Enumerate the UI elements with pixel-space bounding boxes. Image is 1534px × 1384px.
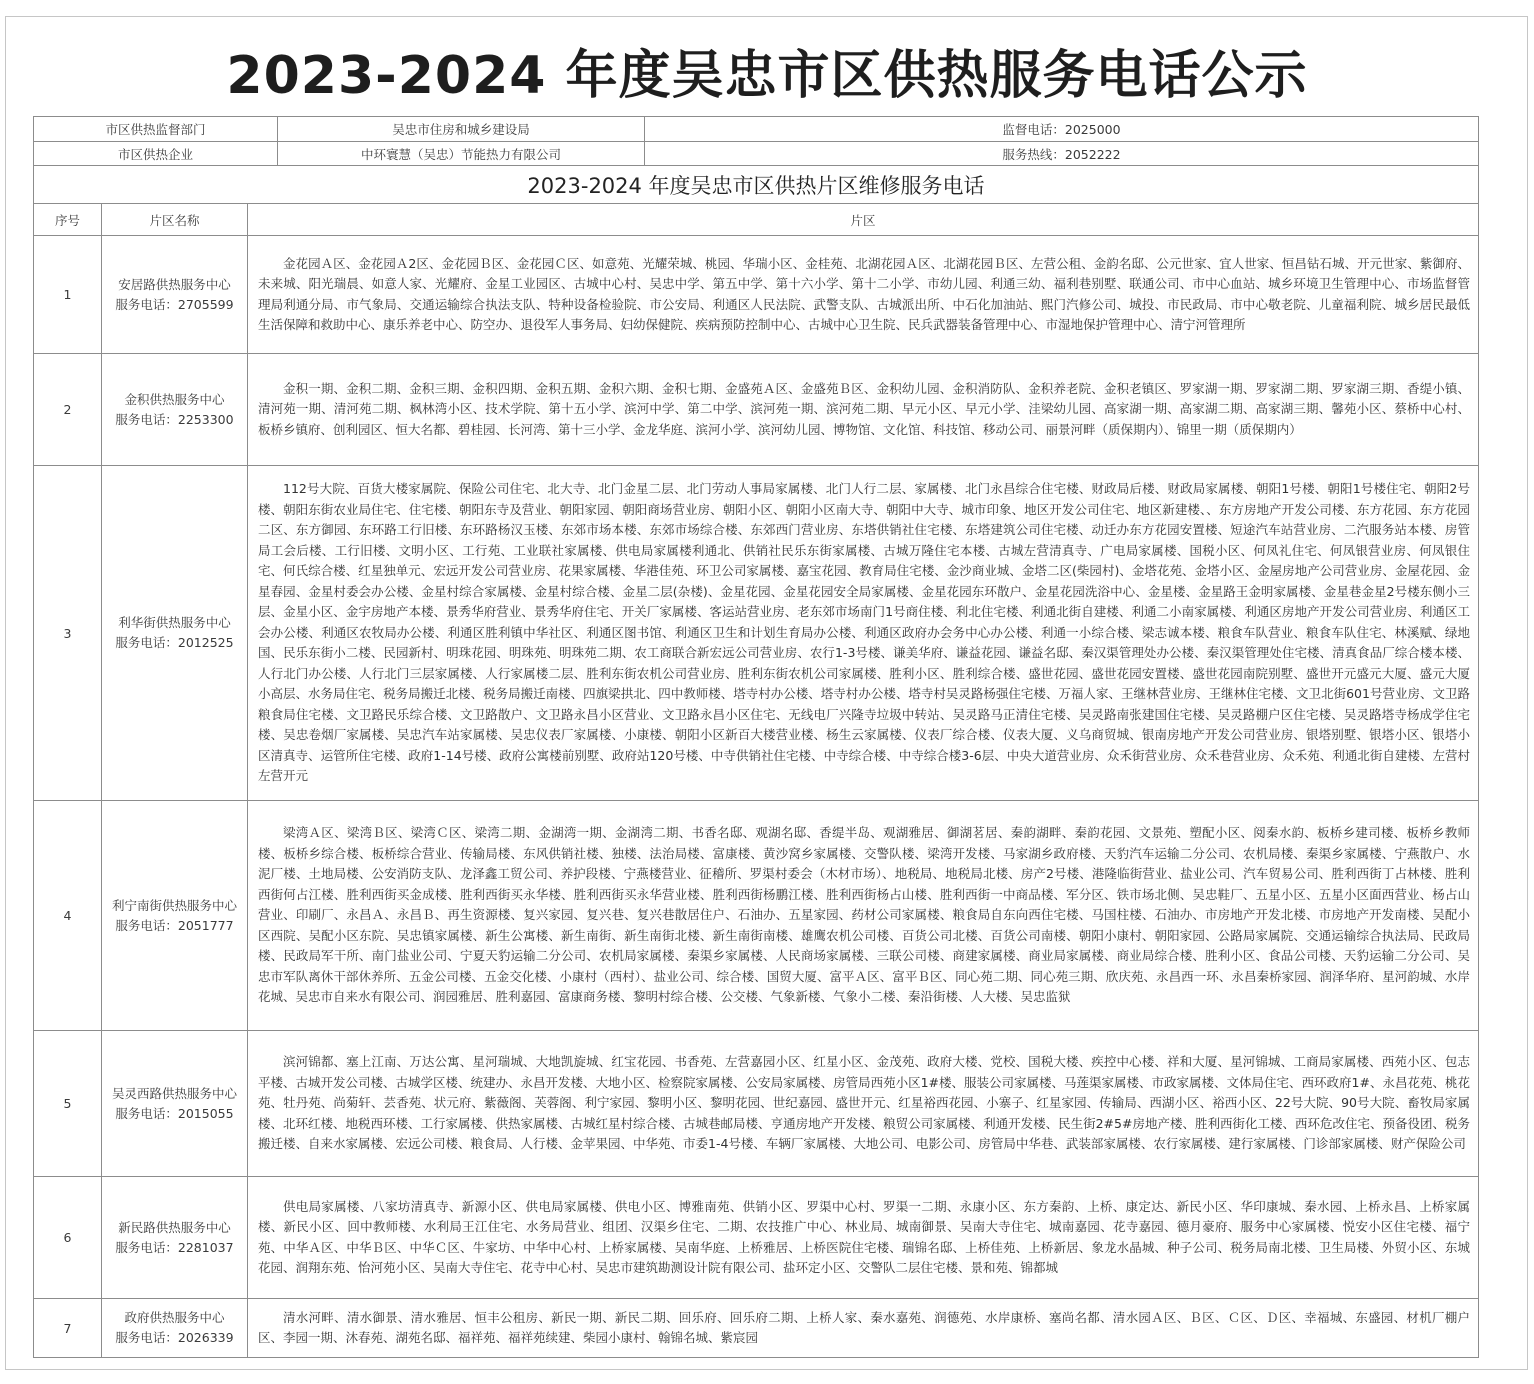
supervisor-name: 吴忠市住房和城乡建设局 — [278, 117, 645, 142]
row-4-center-name: 利宁南街供热服务中心 — [111, 897, 237, 913]
row-6-no: 6 — [34, 1177, 102, 1299]
header-area: 片区 — [248, 204, 1479, 236]
row-6-center-name: 新民路供热服务中心 — [118, 1219, 231, 1235]
row-3-center-name: 利华街供热服务中心 — [118, 615, 231, 630]
row-3-center — [102, 466, 248, 801]
supervisor-phone: 监督电话：2025000 — [645, 117, 1479, 142]
row-7-center — [102, 1299, 248, 1358]
notice-table — [33, 116, 1479, 1358]
row-3-no: 3 — [34, 466, 102, 801]
row-1-area-cell — [248, 236, 1479, 354]
row-7-area-cell — [248, 1299, 1479, 1358]
row-5-center-phone: 服务电话：2015055 — [115, 1105, 234, 1121]
row-7-no: 7 — [34, 1299, 102, 1358]
header-no: 序号 — [34, 204, 102, 236]
row-4-center-phone: 服务电话：2051777 — [115, 917, 234, 933]
row-7-center-phone: 服务电话：2026339 — [115, 1330, 234, 1345]
page-title: 2023-2024 年度吴忠市区供热服务电话公示 — [226, 46, 1308, 106]
row-6-areas: 供电局家属楼、八家坊清真寺、新源小区、供电局家属楼、供电小区、博雅南苑、供销小区、罗渠中心村、罗渠一二期、永康小区、东方秦韵、上桥、康定达、新民小区、华印康城、秦水园、上桥永昌、上桥家属楼、新民小区、回中教师楼、水利局王江住宅、水务局营业、组团、汉渠乡住宅、二期、农技推广中心、林业局、城南御景、吴南大寺住宅、城南嘉园、花寺嘉园、德月豪府、服务中心家属楼、悦安小区住宅楼、福宁苑、中华Ａ区、中华Ｂ区、中华Ｃ区、牛家坊、中华中心村、上桥家属楼、吴南华庭、上桥雅居、上桥医院住宅楼、瑞锦名邸、上桥佳苑、上桥新居、象龙水晶城、种子公司、税务局南北楼、卫生局楼、外贸小区、东城花园、润翔东苑、怡河苑小区、吴南大寺住宅、花寺中心村、吴忠市建筑勘测设计院有限公司、盐环定小区、交警队二层住宅楼、景和苑、锦都城 — [258, 1198, 1470, 1275]
row-4-areas: 梁湾Ａ区、梁湾Ｂ区、梁湾Ｃ区、梁湾二期、金湖湾一期、金湖湾二期、书香名邸、观湖名邸、香缇半岛、观湖雅居、御湖茗居、秦韵湖畔、秦韵花园、文景苑、塑配小区、阅秦水韵、板桥乡建司楼、板桥乡教师楼、板桥乡综合楼、板桥综合营业、传输局楼、东风供销社楼、独楼、法治局楼、富康楼、黄沙窝乡家属楼、交警队楼、梁湾开发楼、马家湖乡政府楼、天豹汽车运输二分公司、农机局楼、秦渠乡家属楼、宁燕散户、水泥厂楼、土地局楼、公安消防支队、龙泽鑫工贸公司、养护段楼、宁燕楼营业、征稽所、罗渠村委会（木材市场）、地税局、地税局北楼、房产2号楼、港隆临街营业、盐业公司、汽车贸易公司、胜利西街丁占林楼、胜利西街何占江楼、胜利西街买金成楼、胜利西街买永华楼、胜利西街买永华营业楼、胜利西街杨鹏江楼、胜利西街杨占山楼、胜利西街一中商品楼、军分区、铁市场北侧、吴忠鞋厂、五星小区、五星小区面西营业、杨占山营业、印刷厂、永昌Ａ、永昌Ｂ、再生资源楼、复兴家园、复兴巷、复兴巷散居住户、石油办、五星家园、药材公司家属楼、粮食局自东向西住宅楼、马国柱楼、石油办、市房地产开发北楼、市房地产开发南楼、吴配小区西院、吴配小区东院、吴忠镇家属楼、新生公寓楼、新生南街、新生南街北楼、新生南街南楼、雄鹰农机公司楼、百货公司北楼、百货公司南楼、朝阳小康村、朝阳家园、公路局家属院、交通运输综合执法局、民政局楼、民政局军干所、南门盐业公司、宁夏天豹运输二分公司、农机局家属楼、秦渠乡家属楼、人民商场家属楼、三联公司楼、商建家属楼、商业局家属楼、商业局综合楼、胜利小区、食品公司楼、天豹运输二分公司、吴忠市军队离休干部休养所、五金公司楼、五金交化楼、小康村（西村）、盐业公司、综合楼、国贸大厦、富平Ａ区、富平Ｂ区、同心苑二期、同心苑三期、欣庆苑、永昌西一环、永昌秦桥家园、润泽华府、星河韵城、水岸花城、吴忠市自来水有限公司、润园雅居、胜利嘉园、富康商务楼、黎明村综合楼、公交楼、气象新楼、气象小二楼、秦沿街楼、人大楼、吴忠监狱 — [258, 825, 1470, 1005]
row-2-area-cell — [248, 354, 1479, 466]
row-2-no: 2 — [34, 354, 102, 466]
service-table — [33, 204, 1479, 1358]
row-7-areas: 清水河畔、清水御景、清水雅居、恒丰公租房、新民一期、新民二期、回乐府、回乐府二期、上桥人家、秦水嘉苑、润德苑、水岸康桥、塞尚名都、清水园Ａ区、Ｂ区、Ｃ区、Ｄ区、幸福城、东盛园、材机厂棚户区、李园一期、沐春苑、湖苑名邸、福祥苑、福祥苑续建、柴园小康村、翰锦名城、紫宸园 — [258, 1309, 1470, 1345]
row-4-no: 4 — [34, 801, 102, 1031]
row-5-areas: 滨河锦都、塞上江南、万达公寓、星河瑞城、大地凯旋城、红宝花园、书香苑、左营嘉园小区、红星小区、金茂苑、政府大楼、党校、国税大楼、疾控中心楼、祥和大厦、星河锦城、工商局家属楼、西苑小区、包志平楼、古城开发公司楼、古城学区楼、统建办、永昌开发楼、大地小区、检察院家属楼、公安局家属楼、房管局西苑小区1#楼、服装公司家属楼、马莲渠家属楼、市政家属楼、文体局住宅、西环政府1#、永昌花苑、桃花苑、牡丹苑、尚菊轩、芸香苑、状元府、紫薇阁、芙蓉阁、利宁家园、黎明小区、黎明花园、世纪嘉园、盛世开元、红星裕西花园、小寨子、红星家园、传输局、西湖小区、裕西小区、22号大院、90号大院、畜牧局家属楼、北环红楼、地税西环楼、工行家属楼、供热家属楼、古城红星村综合楼、古城巷邮局楼、亨通房地产开发楼、粮贸公司家属楼、利通开发楼、民生街2#5#房地产楼、胜利西街化工楼、西环危改住宅、预备役团、税务搬迁楼、自来水家属楼、宏远公司楼、粮食局、人行楼、金苹果园、中华苑、市委1-4号楼、车辆厂家属楼、大地公司、电影公司、房管局中华巷、武装部家属楼、农行家属楼、建行家属楼、门诊部家属楼、财产保险公司 — [258, 1054, 1470, 1152]
header-name: 片区名称 — [102, 204, 248, 236]
row-1-center — [102, 236, 248, 354]
row-5-center — [102, 1031, 248, 1177]
supervisor-label: 市区供热监督部门 — [34, 117, 278, 142]
row-1-center-phone: 服务电话：2705599 — [115, 296, 234, 312]
row-7-center-name: 政府供热服务中心 — [124, 1310, 225, 1325]
company-phone: 服务热线：2052222 — [645, 142, 1479, 166]
company-label: 市区供热企业 — [34, 142, 278, 166]
row-6-center-phone: 服务电话：2281037 — [115, 1239, 234, 1255]
row-3-areas: 112号大院、百货大楼家属院、保险公司住宅、北大寺、北门金星二层、北门劳动人事局家属楼、北门人行二层、家属楼、北门永昌综合住宅楼、财政局后楼、财政局家属楼、朝阳1号楼、朝阳1号楼住宅、朝阳2号楼、朝阳东街农业局住宅、住宅楼、朝阳东寺及营业、朝阳家园、朝阳商场营业房、朝阳小区、朝阳小区南大寺、朝阳中大寺、城市印象、地区开发公司住宅、地区新建楼、、东方房地产开发公司楼、东方花园、东方花园二区、东方御园、东环路工行旧楼、东环路杨汉玉楼、东郊市场本楼、东郊市场综合楼、东郊西门营业房、东塔供销社住宅楼、东塔建筑公司住宅楼、动迁办东方花园安置楼、短途汽车站营业房、二汽服务站本楼、房管局工会后楼、工行旧楼、文明小区、工行苑、工业联社家属楼、供电局家属楼利通北、供销社民乐东街家属楼、古城万隆住宅本楼、古城左营清真寺、广电局家属楼、国税小区、何凤礼住宅、何凤银营业房、何凤银住宅、何氏综合楼、红星独单元、宏远开发公司营业房、花果家属楼、华港佳苑、环卫公司家属楼、嘉宝花园、教育局住宅楼、金沙商业城、金塔二区(柴园村)、金塔花苑、金塔小区、金屋房地产公司营业房、金屋花园、金星春园、金星村委会办公楼、金星村综合家属楼、金星村综合楼、金星二层(杂楼)、金星花园、金星花园安全局家属楼、金星花园东环散户、金星花园洗浴中心、金星楼、金星路王金明家属楼、金星巷金星2号楼东侧小三层、金星小区、金宇房地产本楼、景秀华府营业、景秀华府住宅、开关厂家属楼、客运站营业房、老东郊市场南门1号商住楼、利北住宅楼、利通北街自建楼、利通二小南家属楼、利通区房地产开发公司营业房、利通区工会办公楼、利通区农牧局办公楼、利通区胜利镇中华社区、利通区图书馆、利通区卫生和计划生育局办公楼、利通区政府办会务中心办公楼、利通一小综合楼、梁志诚本楼、粮食车队营业、粮食车队住宅、林溪赋、绿地国、民乐东街小二楼、民园新村、明珠花园、明珠苑、明珠苑二期、农工商联合新宏远公司营业房、农行1-3号楼、谦美华府、谦益花园、谦益名邸、秦汉渠管理处办公楼、秦汉渠管理处住宅楼、清真食品厂综合楼本楼、人行北门办公楼、人行北门三层家属楼、人行家属楼二层、胜利东街农机公司营业房、胜利东街农机公司家属楼、胜利小区、胜利综合楼、盛世花园、盛世花园安置楼、盛世花园南院别墅、盛世开元盛元大厦、盛元大厦小高层、水务局住宅、税务局搬迁北楼、税务局搬迁南楼、四旗梁拱北、四中教师楼、塔寺村办公楼、塔寺村办公楼、塔寺村吴灵路杨强住宅楼、万福人家、王继林营业房、王继林住宅楼、文卫北街601号营业房、文卫路粮食局住宅楼、文卫路民乐综合楼、文卫路散户、文卫路永昌小区营业、文卫路永昌小区住宅、无线电厂兴隆寺垃圾中转站、吴灵路马正清住宅楼、吴灵路南张建国住宅楼、吴灵路棚户区住宅楼、吴灵路塔寺杨成学住宅楼、吴忠卷烟厂家属楼、吴忠汽车站家属楼、吴忠仪表厂家属楼、小康楼、朝阳小区新百大楼营业楼、杨生云家属楼、仪表厂综合楼、仪表大厦、义乌商贸城、银南房地产开发公司营业房、银塔别墅、银塔小区、银塔小区清真寺、运管所住宅楼、政府1-14号楼、政府公寓楼前别墅、政府站120号楼、中寺供销社住宅楼、中寺综合楼、中寺综合楼3-6层、中央大道营业房、众禾街营业房、众禾巷营业房、众禾苑、利通北街自建楼、左营村左营开元 — [258, 481, 1470, 784]
row-2-areas: 金积一期、金积二期、金积三期、金积四期、金积五期、金积六期、金积七期、金盛苑Ａ区、金盛苑Ｂ区、金积幼儿园、金积消防队、金积养老院、金积老镇区、罗家湖一期、罗家湖二期、罗家湖三期、香缇小镇、清河苑一期、清河苑二期、枫林湾小区、技术学院、第十五小学、滨河中学、第二中学、滨河苑一期、滨河苑二期、早元小区、早元小学、洼梁幼儿园、高家湖一期、高家湖二期、高家湖三期、馨苑小区、蔡桥中心村、板桥乡镇府、创利园区、恒大名都、碧桂园、长河湾、第十三小学、金龙华庭、滨河小学、滨河幼儿园、博物馆、文化馆、科技馆、移动公司、丽景河畔（质保期内）、锦里一期（质保期内） — [258, 380, 1470, 437]
row-6-center — [102, 1177, 248, 1299]
row-2-center-phone: 服务电话：2253300 — [115, 411, 234, 427]
row-4-center — [102, 801, 248, 1031]
row-5-center-name: 吴灵西路供热服务中心 — [111, 1085, 237, 1101]
table-subtitle: 2023-2024 年度吴忠市区供热片区维修服务电话 — [33, 166, 1479, 204]
row-4-area-cell — [248, 801, 1479, 1031]
row-6-area-cell — [248, 1177, 1479, 1299]
info-table — [33, 116, 1479, 166]
row-3-center-phone: 服务电话：2012525 — [115, 635, 234, 650]
row-5-no: 5 — [34, 1031, 102, 1177]
row-5-area-cell — [248, 1031, 1479, 1177]
row-2-center — [102, 354, 248, 466]
row-1-no: 1 — [34, 236, 102, 354]
row-1-areas: 金花园Ａ区、金花园Ａ2区、金花园Ｂ区、金花园Ｃ区、如意苑、光耀荣城、桃园、华瑞小区、金桂苑、北湖花园Ａ区、北湖花园Ｂ区、左营公租、金韵名邸、公元世家、宜人世家、恒昌钻石城、开元世家、紫御府、未来城、阳光瑞晨、如意人家、光耀府、金星工业园区、古城中心村、吴忠中学、第五中学、第十六小学、第十二小学、市幼儿园、利通三幼、福利巷别墅、联通公司、市中心血站、城乡环境卫生管理中心、市场监督管理局利通分局、市气象局、交通运输综合执法支队、特种设备检验院、市公安局、利通区人民法院、武警支队、古城派出所、中石化加油站、熙门汽修公司、城投、市民政局、市中心敬老院、儿童福利院、城乡居民最低生活保障和救助中心、康乐养老中心、防空办、退役军人事务局、妇幼保健院、疾病预防控制中心、古城中心卫生院、民兵武器装备管理中心、市湿地保护管理中心、清宁河管理所 — [258, 255, 1470, 332]
company-name: 中环寰慧（吴忠）节能热力有限公司 — [278, 142, 645, 166]
row-2-center-name: 金积供热服务中心 — [124, 391, 225, 407]
row-1-center-name: 安居路供热服务中心 — [118, 276, 231, 292]
row-3-area-cell — [248, 466, 1479, 801]
